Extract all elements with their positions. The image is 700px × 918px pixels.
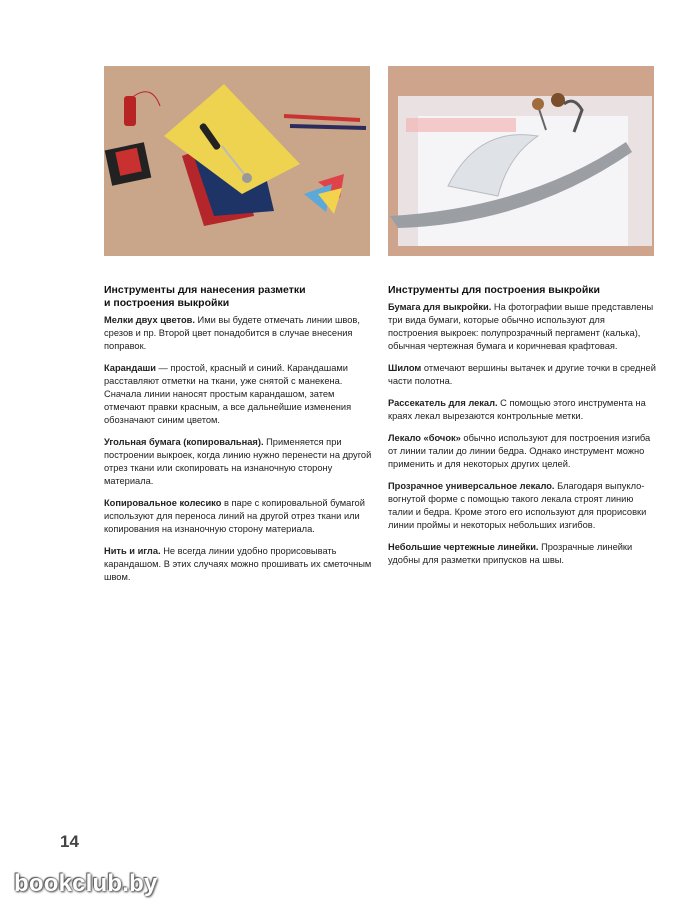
paragraph-hip-curve xyxy=(388,432,656,471)
paragraph-awl xyxy=(388,362,656,388)
term: Мелки двух цветов. xyxy=(104,315,195,325)
page-number: 14 xyxy=(60,832,79,851)
description: Прозрачные линейки удобны для разметки припусков на швы. xyxy=(388,542,633,565)
term: Угольная бумага (копировальная). xyxy=(104,437,264,447)
description: Благодаря выпукло-вогнутой форме с помощью такого лекала строят линию талии и бедра. Кроме этого его используют для прорисовки линии проймы и некоторых небольших изгибов. xyxy=(388,481,647,530)
watermark: bookclub.by xyxy=(14,870,158,897)
term: Лекало «бочок» xyxy=(388,433,461,443)
section-title-marking xyxy=(104,284,372,310)
paragraph-rulers xyxy=(388,541,656,567)
section-title-line: Инструменты для нанесения разметки xyxy=(104,284,306,296)
description: Применяется при построении выкроек, когда линию нужно перенести на другой отрез ткани или скопировать на изнаночную сторону материала. xyxy=(104,437,372,486)
section-title-pattern: Инструменты для построения выкройки xyxy=(388,284,600,296)
term: Карандаши xyxy=(104,363,156,373)
description: С помощью этого инструмента на краях лекал вырезаются контрольные метки. xyxy=(388,398,646,421)
description: Не всегда линии удобно прорисовывать карандашом. В этих случаях можно прошивать их сметочным швом. xyxy=(104,546,372,582)
paragraph-chalk xyxy=(104,314,372,353)
term: Шилом xyxy=(388,363,422,373)
tools-photo-pattern xyxy=(388,66,654,256)
term: Нить и игла. xyxy=(104,546,161,556)
paragraph-pattern-paper xyxy=(388,301,656,353)
paragraph-pencils xyxy=(104,362,372,427)
paragraph-notcher xyxy=(388,397,656,423)
description: — простой, красный и синий. Карандашами расставляют отметки на ткани, уже снятой с манекена. Сначала линии наносят простым карандашом, затем отмечают правки красным, а все дальнейшие изменения обозначают синим цветом. xyxy=(104,363,352,425)
description: обычно используют для построения изгиба от линии талии до линии бедра. Однако инструмент можно применить и для некоторых других целей. xyxy=(388,433,651,469)
section-title-line: и построения выкройки xyxy=(104,297,230,309)
term: Рассекатель для лекал. xyxy=(388,398,498,408)
paragraph-tracing-wheel xyxy=(104,497,372,536)
term: Бумага для выкройки. xyxy=(388,302,492,312)
description: Ими вы будете отмечать линии швов, срезов и пр. Второй цвет понадобится в случае внесения поправок. xyxy=(104,315,360,351)
left-column xyxy=(104,284,372,593)
tools-photo-marking xyxy=(104,66,370,256)
description: На фотографии выше представлены три вида бумаги, которые обычно используют для построения выкроек: полупрозрачный пергамент (калька), обычная чертежная бумага и коричневая крафтовая. xyxy=(388,302,654,351)
description: в паре с копировальной бумагой используют для переноса линий на другой отрез ткани или копирования на изнаночную сторону материала. xyxy=(104,498,365,534)
paragraph-thread-needle xyxy=(104,545,372,584)
paragraph-french-curve xyxy=(388,480,656,532)
term: Прозрачное универсальное лекало. xyxy=(388,481,555,491)
term: Небольшие чертежные линейки. xyxy=(388,542,539,552)
right-column xyxy=(388,284,656,576)
paragraph-carbon-paper xyxy=(104,436,372,488)
term: Копировальное колесико xyxy=(104,498,222,508)
description: отмечают вершины вытачек и другие точки в средней части полотна. xyxy=(388,363,656,386)
